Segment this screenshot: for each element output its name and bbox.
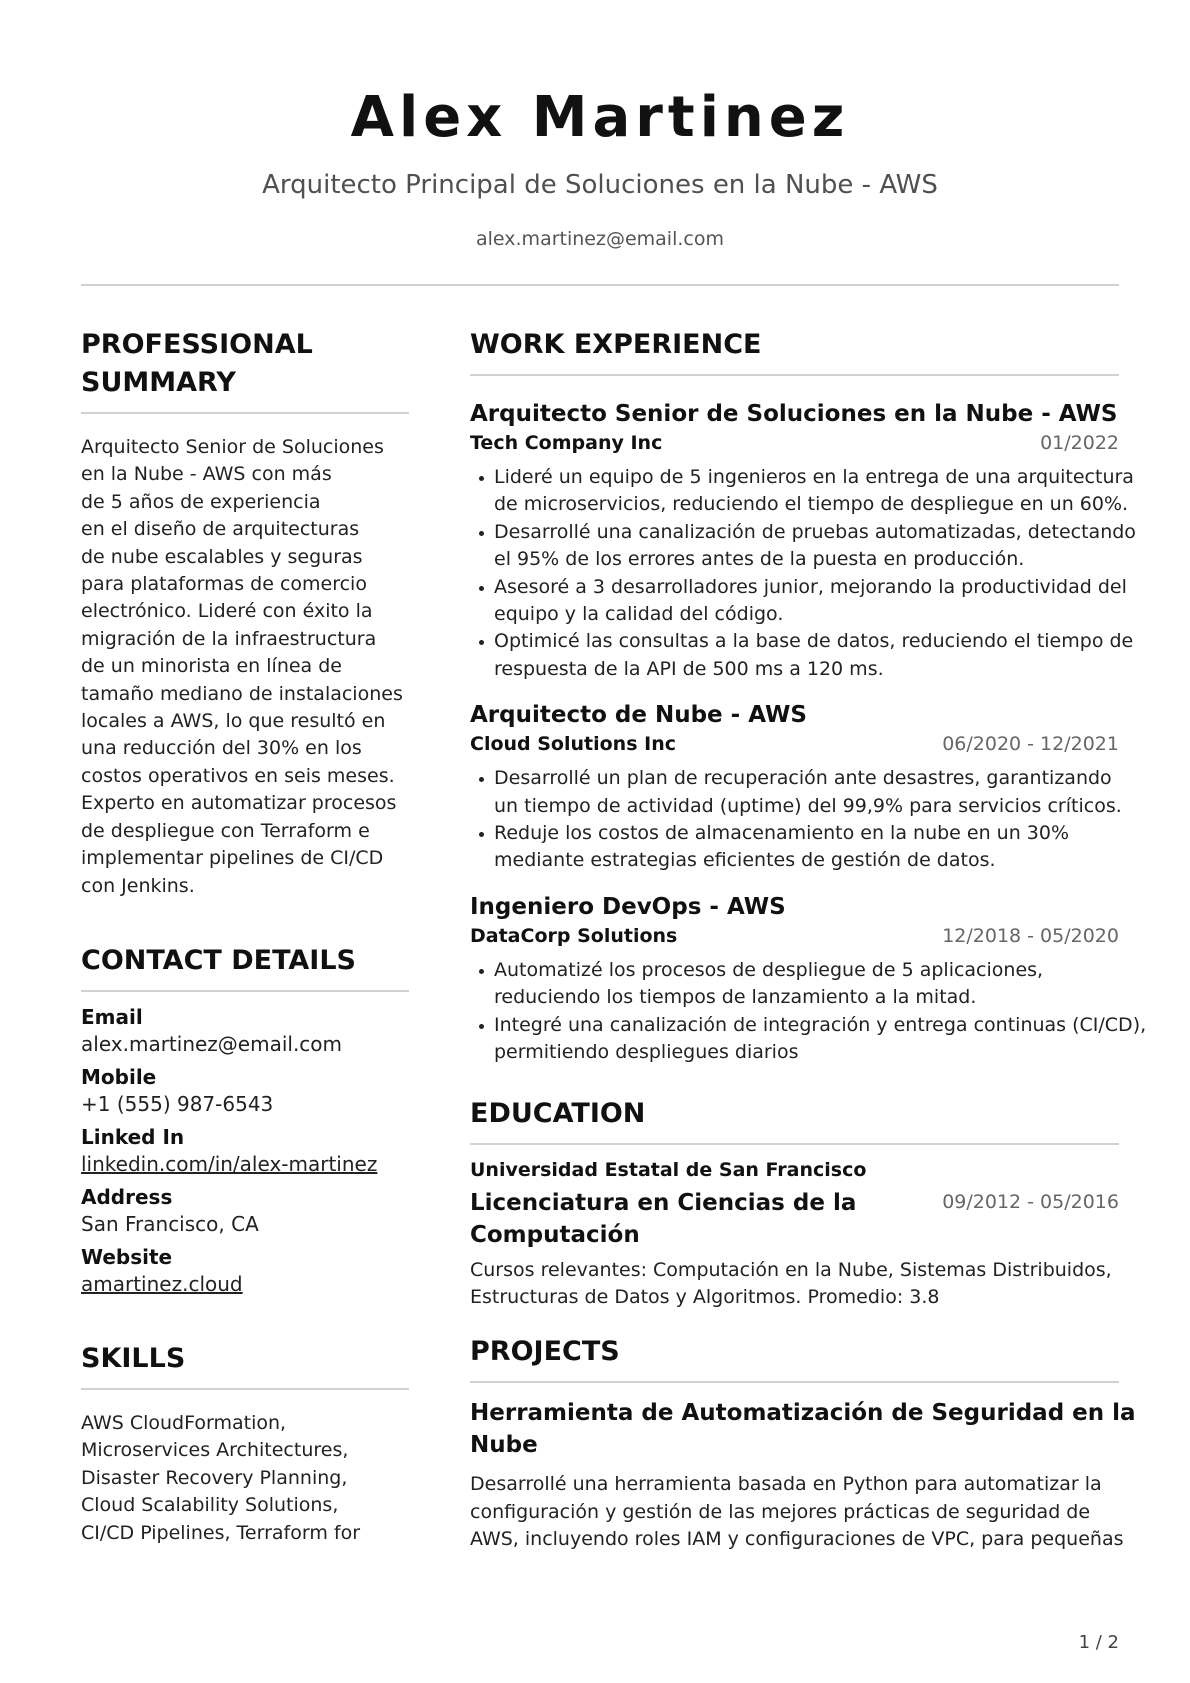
school-name: Universidad Estatal de San Francisco [470, 1158, 867, 1181]
contact-address-value: San Francisco, CA [81, 1211, 259, 1236]
project-title-line: Nube [470, 1432, 538, 1459]
degree-line: Licenciatura en Ciencias de la [470, 1189, 857, 1216]
summary-line: tamaño mediano de instalaciones [81, 682, 403, 705]
contact-item-linkedin [81, 1124, 409, 1178]
contact-section [81, 942, 409, 1298]
section-divider [81, 412, 409, 414]
contact-list [81, 1004, 409, 1298]
bullet-line: Desarrollé una canalización de pruebas automatizadas, detectando [494, 520, 1136, 543]
job-bullet [470, 574, 1127, 629]
linkedin-link[interactable]: linkedin.com/in/alex-martinez [81, 1151, 378, 1176]
bullet-line: Lideré un equipo de 5 ingenieros en la entrega de una arquitectura [494, 466, 1134, 488]
contact-item-mobile [81, 1064, 409, 1118]
project-description [470, 1471, 1124, 1553]
bullet-line: permitiendo despliegues diarios [494, 1041, 799, 1064]
job-bullets [470, 957, 1147, 1067]
summary-line: de nube escalables y seguras [81, 545, 363, 568]
education-date: 09/2012 - 05/2016 [942, 1190, 1119, 1213]
bullet-line: respuesta de la API de 500 ms a 120 ms. [494, 657, 884, 680]
skills-line: Disaster Recovery Planning, [81, 1466, 348, 1489]
project-description-line: Desarrollé una herramienta basada en Python para automatizar la [470, 1473, 1102, 1496]
bullet-line: Automatizé los procesos de despliegue de 5 aplicaciones, [494, 958, 1044, 981]
education-details-line: Cursos relevantes: Computación en la Nube, Sistemas Distribuidos, [470, 1258, 1112, 1281]
bullet-line: reduciendo los tiempos de lanzamiento a la mitad. [494, 986, 977, 1009]
bullet-line: equipo y la calidad del código. [494, 603, 784, 626]
contact-label: Mobile [81, 1064, 157, 1089]
header-email: alex.martinez@email.com [476, 228, 724, 250]
bullet-line: Reduje los costos de almacenamiento en la nube en un 30% [494, 822, 1070, 845]
contact-item-email [81, 1004, 409, 1058]
summary-line: electrónico. Lideré con éxito la [81, 600, 373, 623]
summary-line: para plataformas de comercio [81, 573, 367, 596]
section-divider [470, 1143, 1119, 1145]
job-date: 01/2022 [1040, 432, 1119, 454]
skills-line: Microservices Architectures, [81, 1439, 349, 1462]
summary-line: de 5 años de experiencia [81, 490, 321, 513]
resume-header [81, 80, 1119, 252]
bullet-line: Integré una canalización de integración y entrega continuas (CI/CD), [494, 1013, 1147, 1036]
contact-email-value[interactable]: alex.martinez@email.com [81, 1031, 343, 1056]
job-date: 12/2018 - 05/2020 [942, 924, 1119, 947]
skills-section [81, 1340, 409, 1547]
degree-line: Computación [470, 1221, 640, 1248]
job-title: Arquitecto de Nube - AWS [470, 702, 807, 729]
summary-section [81, 326, 409, 900]
website-link[interactable]: amartinez.cloud [81, 1271, 243, 1296]
summary-line: en la Nube - AWS con más [81, 463, 332, 486]
job-bullets [470, 464, 1136, 683]
job-bullet [470, 820, 1119, 875]
company-name: DataCorp Solutions [470, 924, 678, 947]
bullet-line: un tiempo de actividad (uptime) del 99,9% para servicios críticos. [494, 794, 1122, 817]
job-bullet [470, 765, 1122, 820]
summary-line: Arquitecto Senior de Soluciones [81, 436, 384, 458]
summary-line: en el diseño de arquitecturas [81, 518, 360, 541]
header-divider [81, 284, 1119, 286]
job-meta [470, 430, 1119, 456]
skills-heading: SKILLS [81, 1342, 186, 1374]
bullet-line: de microservicios, reduciendo el tiempo de despliegue en un 60%. [494, 493, 1129, 516]
section-divider [81, 1388, 409, 1390]
candidate-title: Arquitecto Principal de Soluciones en la Nube - AWS [262, 170, 938, 200]
project-title [470, 1397, 1136, 1461]
job-bullet [470, 519, 1136, 574]
contact-label: Linked In [81, 1124, 185, 1149]
section-divider [470, 1381, 1119, 1383]
job-entry [470, 891, 1147, 1067]
left-column [81, 326, 409, 1547]
contact-heading: CONTACT DETAILS [81, 944, 356, 976]
degree-row [470, 1187, 1119, 1251]
contact-label: Website [81, 1244, 173, 1269]
skills-line: CI/CD Pipelines, Terraform for [81, 1521, 361, 1544]
summary-line: de un minorista en línea de [81, 655, 342, 678]
education-heading: EDUCATION [470, 1097, 646, 1129]
projects-heading: PROJECTS [470, 1336, 620, 1368]
summary-line: costos operativos en seis meses. [81, 764, 395, 787]
candidate-name: Alex Martinez [350, 85, 850, 150]
bullet-line: el 95% de los errores antes de la puesta en producción. [494, 548, 1025, 571]
bullet-line: Optimicé las consultas a la base de datos, reduciendo el tiempo de [494, 630, 1134, 653]
right-column [470, 326, 1147, 1554]
summary-line: una reducción del 30% en los [81, 737, 362, 760]
contact-label: Email [81, 1004, 143, 1029]
summary-line: implementar pipelines de CI/CD [81, 847, 384, 870]
job-bullets [470, 765, 1122, 875]
job-bullet [470, 628, 1134, 683]
education-details [470, 1257, 1119, 1312]
job-entry [470, 398, 1136, 683]
summary-line: Experto en automatizar procesos [81, 792, 397, 815]
skills-line: AWS CloudFormation, [81, 1411, 287, 1434]
projects-section [470, 1333, 1136, 1553]
education-details-line: Estructuras de Datos y Algoritmos. Promedio: 3.8 [470, 1285, 940, 1308]
summary-heading-line: PROFESSIONAL [81, 329, 313, 360]
contact-item-website [81, 1244, 409, 1298]
job-meta [470, 923, 1119, 949]
section-divider [81, 990, 409, 992]
job-entry [470, 699, 1122, 875]
job-bullet [470, 464, 1134, 519]
summary-heading-line: SUMMARY [81, 367, 236, 398]
job-date: 06/2020 - 12/2021 [942, 733, 1119, 756]
summary-line: migración de la infraestructura [81, 627, 377, 650]
work-section [470, 326, 1147, 1067]
job-bullet [470, 957, 1119, 1012]
summary-text [81, 434, 409, 900]
section-divider [470, 374, 1119, 376]
summary-heading [81, 326, 409, 402]
job-bullet [470, 1012, 1147, 1067]
summary-line: locales a AWS, lo que resultó en [81, 710, 386, 733]
job-title: Ingeniero DevOps - AWS [470, 893, 786, 920]
project-description-line: configuración y gestión de las mejores prácticas de seguridad de [470, 1500, 1091, 1523]
bullet-line: Desarrollé un plan de recuperación ante desastres, garantizando [494, 767, 1112, 790]
summary-line: de despliegue con Terraform e [81, 819, 370, 842]
job-meta [470, 731, 1119, 757]
page-number: 1 / 2 [1078, 1632, 1119, 1653]
job-title: Arquitecto Senior de Soluciones en la Nube - AWS [470, 401, 1118, 427]
bullet-line: mediante estrategias eficientes de gestión de datos. [494, 849, 996, 872]
contact-item-address [81, 1184, 409, 1238]
bullet-line: Asesoré a 3 desarrolladores junior, mejorando la productividad del [494, 575, 1127, 598]
skills-line: Cloud Scalability Solutions, [81, 1494, 339, 1517]
project-title-line: Herramienta de Automatización de Seguridad en la [470, 1400, 1136, 1427]
contact-label: Address [81, 1184, 173, 1209]
work-heading: WORK EXPERIENCE [470, 329, 762, 360]
summary-line: con Jenkins. [81, 874, 195, 897]
education-section [470, 1095, 1119, 1312]
company-name: Tech Company Inc [470, 432, 663, 454]
project-description-line: AWS, incluyendo roles IAM y configuraciones de VPC, para pequeñas [470, 1528, 1124, 1551]
company-name: Cloud Solutions Inc [470, 733, 676, 756]
skills-text [81, 1410, 409, 1547]
degree-title [470, 1187, 856, 1251]
contact-mobile-value: +1 (555) 987-6543 [81, 1091, 274, 1116]
